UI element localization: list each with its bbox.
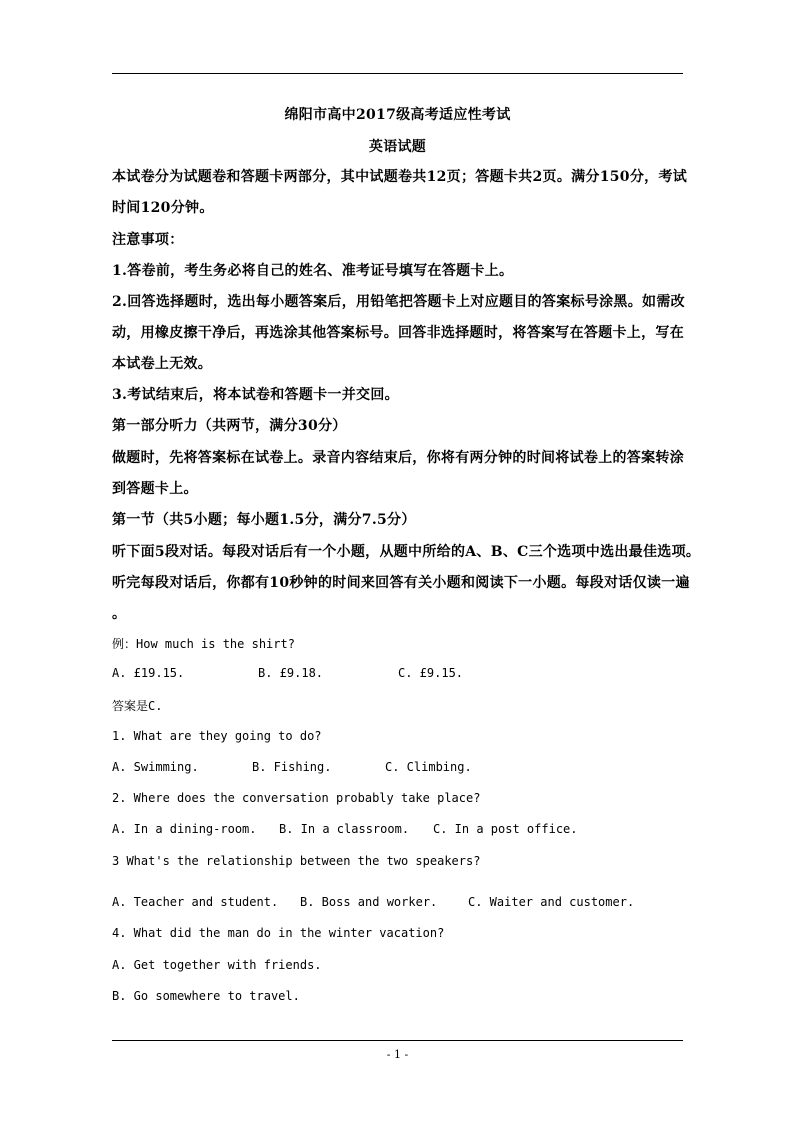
notes-item-2-line-2: 动，用橡皮擦干净后，再选涂其他答案标号。回答非选择题时，将答案写在答题卡上，写在 [112,325,684,341]
header-rule [112,73,683,74]
exam-subtitle: 英语试题 [368,139,427,155]
footer-rule [112,1040,683,1041]
option-c: C. Climbing. [385,760,472,774]
question-3-options [112,895,634,909]
notes-item-3: 3.考试结束后，将本试卷和答题卡一并交回。 [112,387,399,403]
section1-instruction-line-2: 听完每段对话后，你都有10秒钟的时间来回答有关小题和阅读下一小题。每段对话仅读一遍 [112,575,690,591]
example-options [112,666,463,680]
option-c: C. Waiter and customer. [468,895,635,909]
part1-instruction-line-2: 到答题卡上。 [112,481,198,497]
intro-line-1: 本试卷分为试题卷和答题卡两部分，其中试题卷共12页；答题卡共2页。满分150分，考试 [112,169,688,185]
page-number: - 1 - [386,1048,409,1061]
question-3: 3 What's the relationship between the two speakers? [112,854,481,868]
notes-item-2-line-1: 2.回答选择题时，选出每小题答案后，用铅笔把答题卡上对应题目的答案标号涂黑。如需改 [112,294,685,310]
section1-heading: 第一节（共5小题；每小题1.5分，满分7.5分） [112,512,416,528]
option-b: B. Fishing. [252,760,332,774]
option-a: A. Swimming. [112,760,199,774]
question-4-option-b: B. Go somewhere to travel. [112,989,300,1003]
option-b: B. In a classroom. [279,822,410,836]
part1-heading: 第一部分听力（共两节，满分30分） [112,418,347,434]
question-2: 2. Where does the conversation probably take place? [112,791,481,805]
option-c: C. £9.15. [398,666,464,680]
section1-instruction-line-1: 听下面5段对话。每段对话后有一个小题，从题中所给的A、B、C三个选项中选出最佳选项。 [112,544,701,560]
exam-title: 绵阳市高中2017级高考适应性考试 [284,107,511,123]
section1-instruction-line-3: 。 [112,606,127,622]
question-1-options [112,760,472,774]
option-a: A. £19.15. [112,666,185,680]
option-b: B. £9.18. [258,666,324,680]
example-answer: 答案是C. [112,699,163,713]
question-4: 4. What did the man do in the winter vacation? [112,926,445,940]
notes-item-1: 1.答卷前，考生务必将自己的姓名、准考证号填写在答题卡上。 [112,263,514,279]
example-question: 例：How much is the shirt? [112,637,295,651]
question-1: 1. What are they going to do? [112,729,322,743]
question-2-options [112,822,578,836]
question-4-option-a: A. Get together with friends. [112,958,322,972]
option-c: C. In a post office. [433,822,578,836]
intro-line-2: 时间120分钟。 [112,200,214,216]
part1-instruction-line-1: 做题时，先将答案标在试卷上。录音内容结束后，你将有两分钟的时间将试卷上的答案转涂 [112,450,684,466]
option-a: A. In a dining-room. [112,822,257,836]
option-b: B. Boss and worker. [300,895,438,909]
notes-item-2-line-3: 本试卷上无效。 [112,356,213,372]
option-a: A. Teacher and student. [112,895,279,909]
notes-heading: 注意事项： [112,232,184,248]
